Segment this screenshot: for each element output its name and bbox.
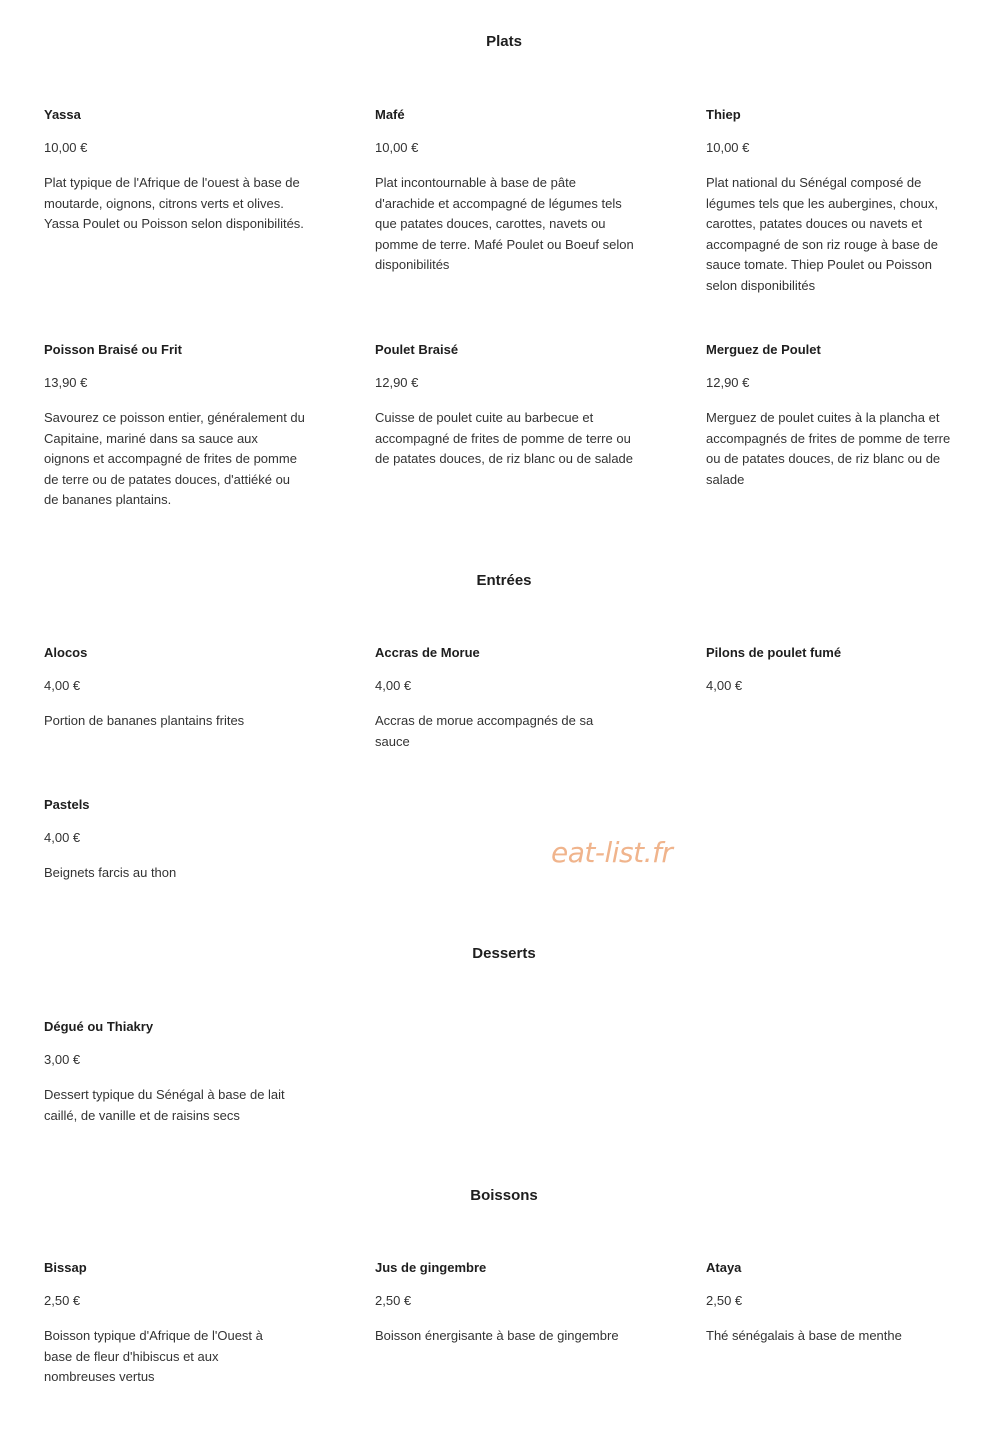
item-price: 2,50 € <box>706 1293 743 1308</box>
item-description: Merguez de poulet cuites à la plancha et accompagnés de frites de pomme de terre ou de patates douces, de riz blanc ou de salade <box>706 410 951 487</box>
menu-item <box>375 107 637 276</box>
item-price: 4,00 € <box>44 830 81 845</box>
item-name: Alocos <box>44 645 88 660</box>
item-price: 12,90 € <box>375 375 419 390</box>
menu-item <box>375 645 620 752</box>
section-title-boissons: Boissons <box>470 1187 538 1204</box>
item-name: Yassa <box>44 107 81 122</box>
item-price: 4,00 € <box>706 678 743 693</box>
menu-item <box>706 107 956 297</box>
item-name: Jus de gingembre <box>375 1260 487 1275</box>
item-price: 2,50 € <box>44 1293 81 1308</box>
item-name: Ataya <box>706 1260 742 1275</box>
watermark: eat-list.fr <box>551 836 673 869</box>
item-description: Cuisse de poulet cuite au barbecue et accompagné de frites de pomme de terre ou de patates douces, de riz blanc ou de salade <box>375 410 634 467</box>
item-price: 10,00 € <box>706 140 750 155</box>
item-name: Dégué ou Thiakry <box>44 1019 154 1034</box>
item-price: 4,00 € <box>375 678 412 693</box>
item-name: Accras de Morue <box>375 645 480 660</box>
section-title-plats: Plats <box>486 33 522 50</box>
menu-item <box>44 797 306 884</box>
item-description: Boisson énergisante à base de gingembre <box>375 1328 619 1343</box>
item-price: 12,90 € <box>706 375 750 390</box>
item-name: Thiep <box>706 107 741 122</box>
menu-item <box>44 1260 289 1388</box>
item-description: Savourez ce poisson entier, généralement du Capitaine, mariné dans sa sauce aux oignons et accompagné de frites de pomme de terre ou de patates douces, d'attiéké ou de bananes plantains. <box>44 410 305 508</box>
item-name: Pastels <box>44 797 90 812</box>
menu-item <box>44 1019 306 1126</box>
item-price: 3,00 € <box>44 1052 81 1067</box>
menu-item <box>375 342 637 470</box>
menu-item <box>375 1260 637 1347</box>
item-description: Beignets farcis au thon <box>44 865 177 880</box>
item-description: Portion de bananes plantains frites <box>44 713 245 728</box>
menu-item <box>706 342 956 490</box>
item-description: Plat incontournable à base de pâte d'arachide et accompagné de légumes tels que patates douces, carottes, navets ou pomme de terre. Mafé Poulet ou Boeuf selon disponibilités <box>375 175 634 273</box>
section-title-entrees: Entrées <box>476 572 532 589</box>
item-name: Bissap <box>44 1260 87 1275</box>
item-name: Mafé <box>375 107 405 122</box>
item-price: 13,90 € <box>44 375 88 390</box>
item-description: Boisson typique d'Afrique de l'Ouest à base de fleur d'hibiscus et aux nombreuses vertus <box>44 1328 263 1385</box>
item-description: Dessert typique du Sénégal à base de lait caillé, de vanille et de raisins secs <box>44 1087 285 1123</box>
item-name: Pilons de poulet fumé <box>706 645 842 660</box>
item-name: Poisson Braisé ou Frit <box>44 342 182 357</box>
item-description: Accras de morue accompagnés de sa sauce <box>375 713 594 749</box>
item-name: Merguez de Poulet <box>706 342 821 357</box>
item-description: Plat typique de l'Afrique de l'ouest à base de moutarde, oignons, citrons verts et olives. Yassa Poulet ou Poisson selon disponibilités. <box>44 175 304 232</box>
section-title-desserts: Desserts <box>472 945 536 962</box>
item-price: 10,00 € <box>44 140 88 155</box>
menu-item <box>44 645 306 732</box>
item-description: Plat national du Sénégal composé de légumes tels que les aubergines, choux, carottes, patates douces ou navets et accompagné de son riz rouge à base de sauce tomate. Thiep Poulet ou Poisson selon disponibilités <box>706 175 938 293</box>
item-price: 2,50 € <box>375 1293 412 1308</box>
menu-item <box>706 1260 956 1347</box>
item-price: 10,00 € <box>375 140 419 155</box>
item-name: Poulet Braisé <box>375 342 459 357</box>
menu-item <box>706 645 956 711</box>
menu-item <box>44 107 306 235</box>
item-description: Thé sénégalais à base de menthe <box>706 1328 902 1343</box>
item-price: 4,00 € <box>44 678 81 693</box>
menu-item <box>44 342 306 511</box>
